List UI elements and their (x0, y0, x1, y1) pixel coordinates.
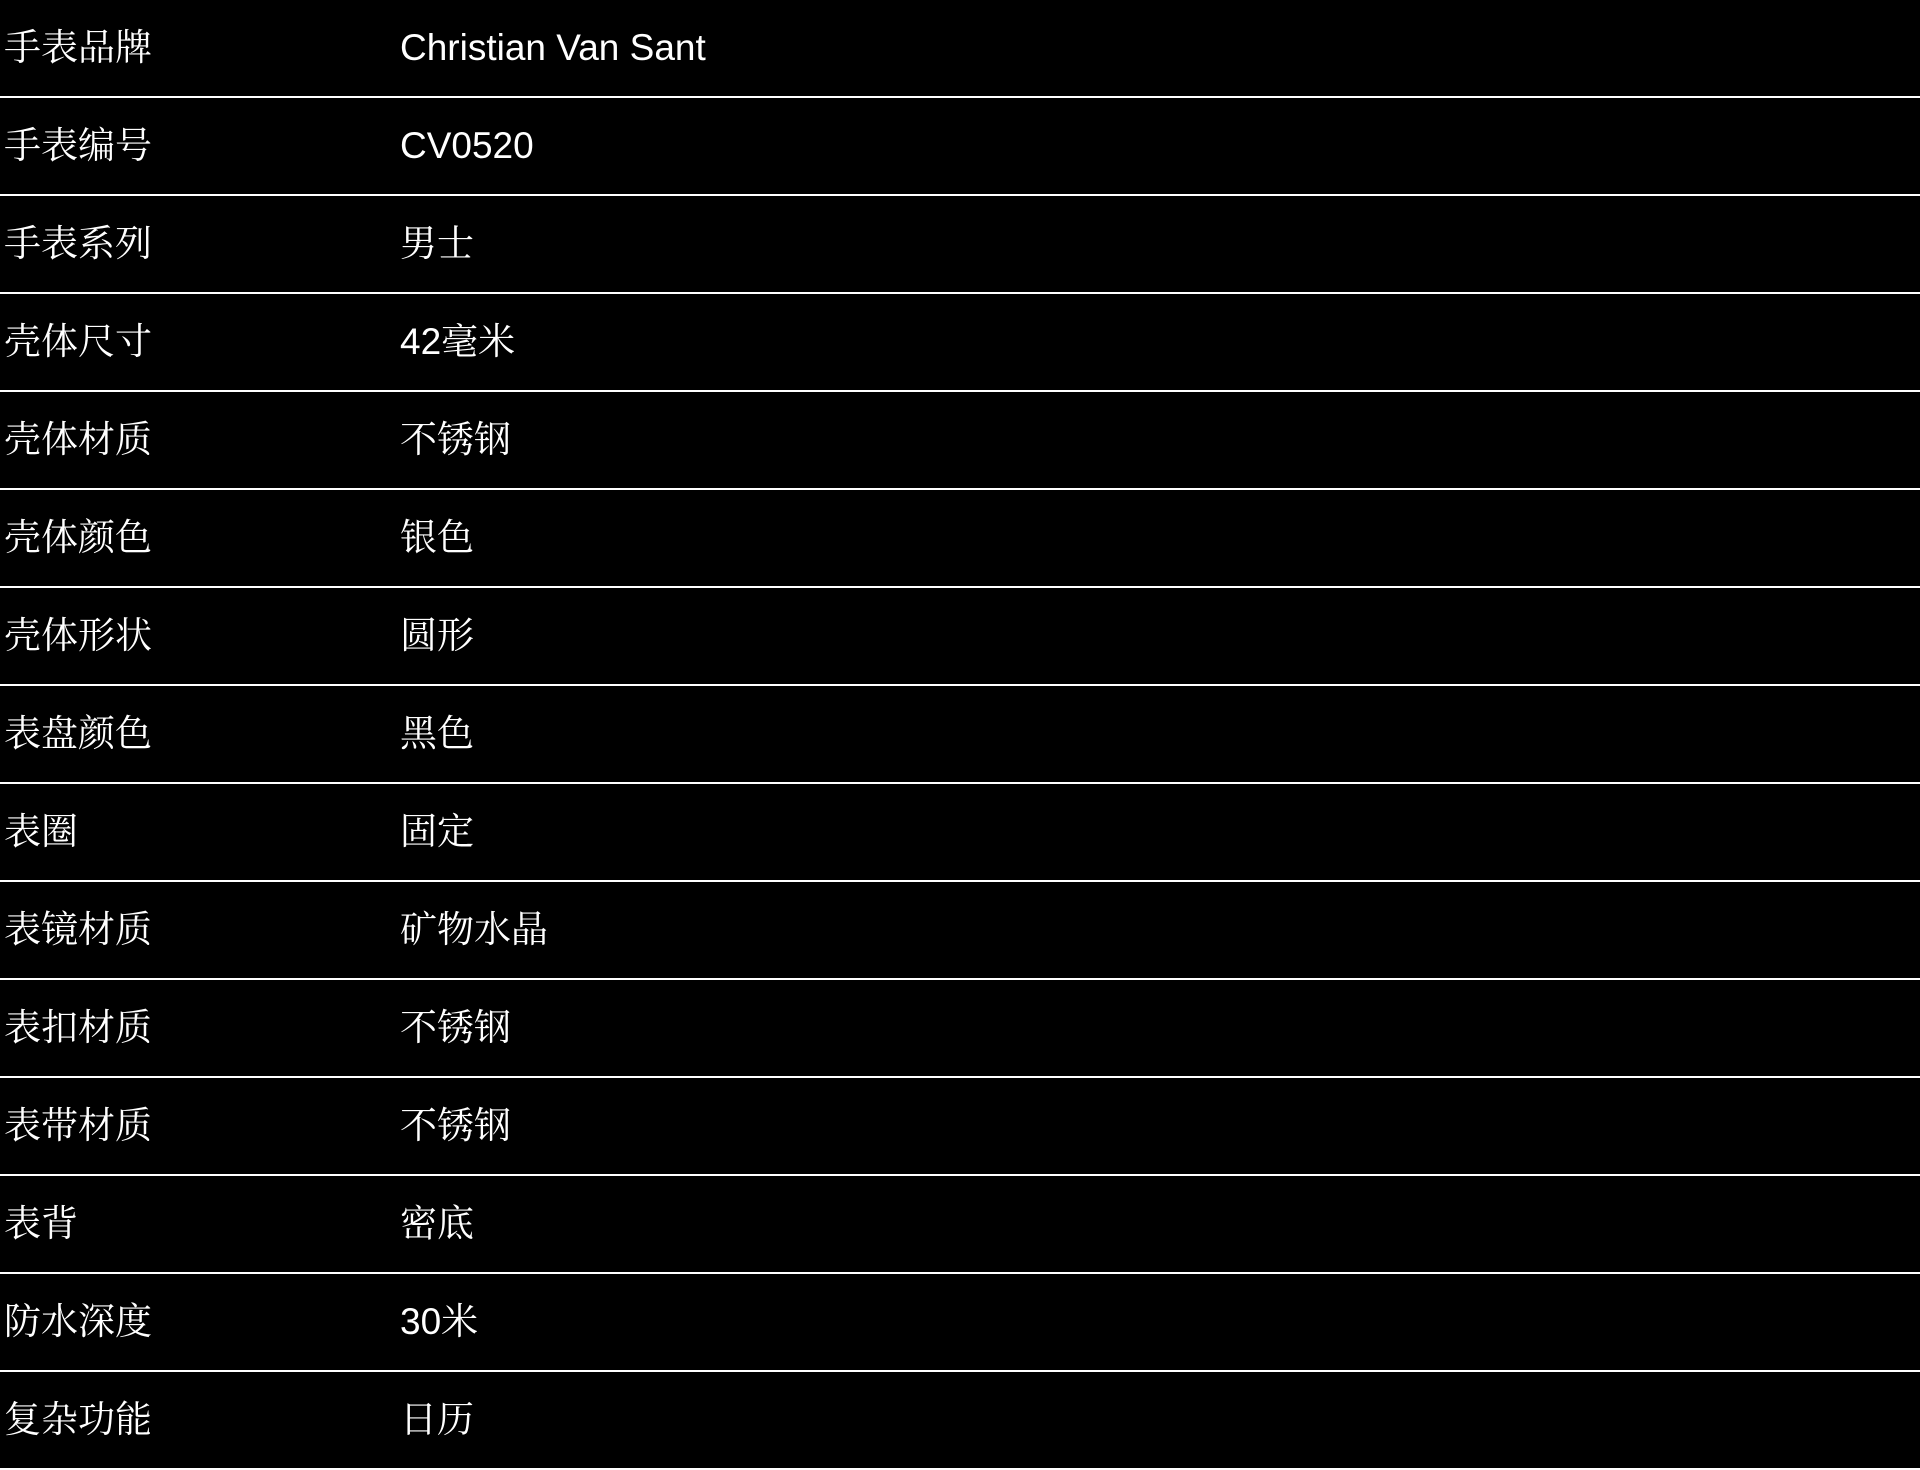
spec-value: 密底 (400, 1202, 474, 1244)
table-row (0, 1274, 1920, 1372)
table-row (0, 196, 1920, 294)
table-row (0, 882, 1920, 980)
spec-value: 矿物水晶 (400, 908, 548, 950)
spec-label: 壳体尺寸 (4, 320, 152, 362)
spec-label: 防水深度 (4, 1300, 152, 1342)
spec-label: 手表品牌 (4, 26, 152, 68)
spec-label: 手表系列 (4, 222, 152, 264)
spec-label: 壳体形状 (4, 614, 152, 656)
spec-value: 黑色 (400, 712, 474, 754)
spec-value: 男士 (400, 222, 474, 264)
spec-value: 42毫米 (400, 320, 516, 362)
spec-label: 壳体颜色 (4, 516, 152, 558)
table-row (0, 490, 1920, 588)
spec-value: 不锈钢 (400, 1104, 511, 1146)
spec-value: 圆形 (400, 614, 474, 656)
spec-label: 复杂功能 (4, 1398, 152, 1440)
spec-label: 表圈 (4, 810, 78, 852)
spec-label: 表扣材质 (4, 1006, 152, 1048)
table-row (0, 686, 1920, 784)
spec-value: Christian Van Sant (400, 26, 706, 68)
spec-label: 表背 (4, 1202, 78, 1244)
spec-value: 银色 (400, 516, 474, 558)
spec-value: 日历 (400, 1398, 474, 1440)
spec-label: 表盘颜色 (4, 712, 152, 754)
spec-label: 表带材质 (4, 1104, 152, 1146)
spec-label: 手表编号 (4, 124, 152, 166)
table-row (0, 588, 1920, 686)
table-row (0, 980, 1920, 1078)
table-row (0, 1176, 1920, 1274)
spec-value: 30米 (400, 1300, 479, 1342)
spec-value: 不锈钢 (400, 1006, 511, 1048)
spec-label: 表镜材质 (4, 908, 152, 950)
spec-label: 壳体材质 (4, 418, 152, 460)
table-row (0, 294, 1920, 392)
table-row (0, 1078, 1920, 1176)
table-row (0, 1372, 1920, 1470)
table-row (0, 0, 1920, 98)
spec-value: 固定 (400, 810, 474, 852)
spec-value: CV0520 (400, 124, 534, 166)
table-row (0, 392, 1920, 490)
spec-value: 不锈钢 (400, 418, 511, 460)
table-row (0, 784, 1920, 882)
table-row (0, 98, 1920, 196)
